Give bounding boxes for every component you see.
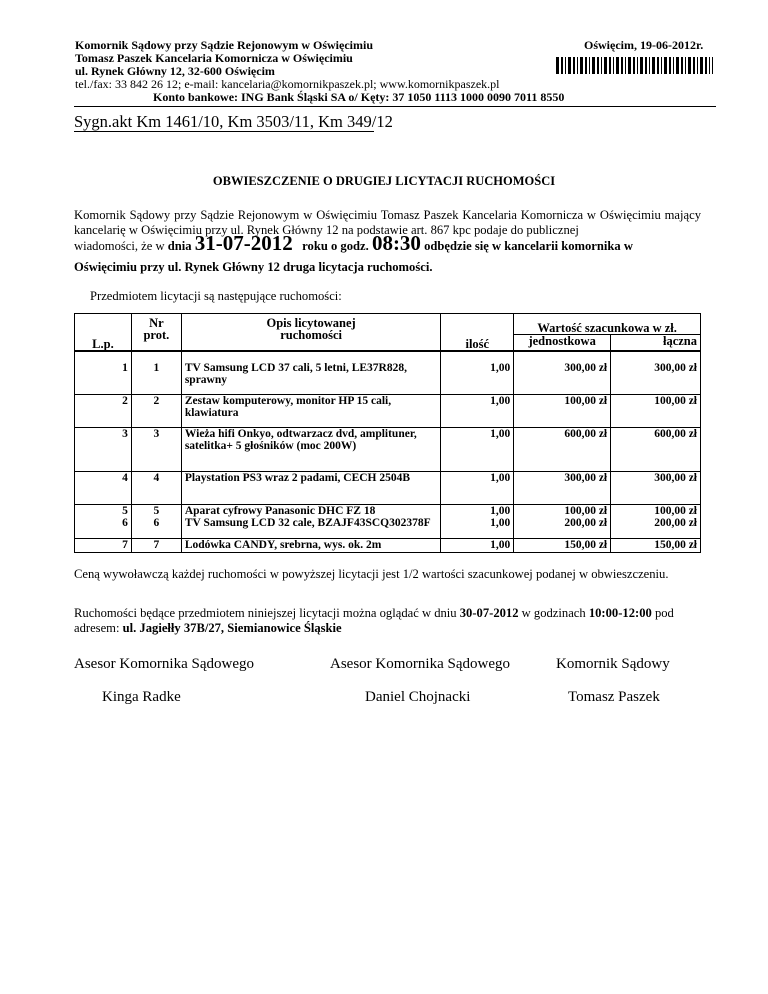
barcode-bar	[597, 57, 599, 74]
row-quantity	[441, 362, 514, 395]
case-reference: Sygn.akt Km 1461/10, Km 3503/11, Km 349/12	[74, 112, 393, 131]
header-ilosc: ilość	[441, 314, 514, 351]
row-description-line: Playstation PS3 wraz 2 padami, CECH 2504B	[184, 472, 411, 484]
table-row	[75, 472, 701, 505]
header-address-line: ul. Rynek Główny 12, 32-600 Oświęcim	[75, 64, 275, 78]
barcode-bar	[697, 57, 698, 74]
row-total-value-line: 100,00 zł	[654, 395, 697, 407]
barcode-bar	[577, 57, 578, 74]
barcode-bar	[625, 57, 626, 74]
row-description-line: TV Samsung LCD 32 cale, BZAJF43SCQ302378F	[184, 517, 431, 529]
price-note: Ceną wywoławczą każdej ruchomości w powyższej licytacji jest 1/2 wartości szacunkowej podanej w obwieszczeniu.	[74, 567, 669, 581]
row-total-value	[611, 362, 701, 395]
viewing-hours: 10:00-12:00	[588, 606, 652, 620]
row-lp-line: 3	[122, 428, 128, 440]
row-quantity-line: 1,00	[490, 539, 511, 551]
row-unit-value-line: 600,00 zł	[564, 428, 608, 440]
row-lp-line: 2	[122, 395, 128, 407]
header-jednostkowa: jednostkowa	[514, 335, 611, 351]
viewing-mid: w godzinach	[521, 606, 586, 620]
viewing-line-2	[74, 621, 342, 636]
row-unit-value	[514, 472, 611, 505]
table-row	[75, 539, 701, 553]
intro-pre: wiadomości, że w	[74, 239, 165, 253]
viewing-date: 30-07-2012	[459, 606, 519, 620]
header-wartosc: Wartość szacunkowa w zł.	[514, 314, 701, 335]
subject-line: Przedmiotem licytacji są następujące ruchomości:	[90, 289, 342, 303]
place-date: Oświęcim, 19-06-2012r.	[584, 38, 704, 52]
signature-name-1: Kinga Radke	[102, 689, 181, 705]
row-lp	[75, 428, 132, 472]
barcode-bar	[712, 57, 713, 74]
row-quantity	[441, 505, 514, 539]
notice-title: OBWIESZCZENIE O DRUGIEJ LICYTACJI RUCHOMOŚCI	[212, 174, 556, 188]
table-row	[75, 395, 701, 428]
row-quantity	[441, 539, 514, 553]
header-nr-prot: Nr prot.	[131, 314, 181, 351]
barcode-bar	[561, 57, 563, 74]
row-nr	[131, 472, 181, 505]
barcode-bar	[693, 57, 695, 74]
barcode-bar	[580, 57, 583, 74]
row-nr-line: 5	[153, 505, 160, 517]
row-total-value-line: 150,00 zł	[654, 539, 697, 551]
header-opis: Opis licytowanej ruchomości	[181, 314, 441, 351]
row-quantity	[441, 472, 514, 505]
row-quantity-line: 1,00	[490, 517, 511, 529]
row-nr	[131, 395, 181, 428]
intro-dnia: dnia	[167, 239, 192, 253]
barcode-bar	[613, 57, 614, 74]
barcode-bar	[681, 57, 683, 74]
row-description	[181, 505, 441, 539]
table-row	[75, 362, 701, 395]
header-chancellery-line: Tomasz Paszek Kancelaria Komornicza w Oświęcimiu	[75, 51, 353, 65]
barcode-image	[556, 57, 713, 74]
viewing-line-1	[74, 606, 674, 621]
barcode-bar	[640, 57, 643, 74]
barcode-bar	[633, 57, 635, 74]
barcode-bar	[609, 57, 611, 74]
barcode-bar	[589, 57, 590, 74]
header-office-line: Komornik Sądowy przy Sądzie Rejonowym w Oświęcimiu	[75, 38, 373, 52]
row-quantity	[441, 395, 514, 428]
barcode-bar	[664, 57, 667, 74]
row-unit-value-line: 200,00 zł	[564, 517, 608, 529]
items-table	[74, 313, 701, 553]
barcode-bar	[592, 57, 595, 74]
barcode-bar	[621, 57, 623, 74]
barcode-bar	[604, 57, 607, 74]
row-lp	[75, 539, 132, 553]
table-row	[75, 428, 701, 472]
row-nr	[131, 539, 181, 553]
intro-roku: roku o godz.	[302, 239, 369, 253]
row-nr	[131, 505, 181, 539]
barcode-bar	[685, 57, 686, 74]
row-quantity-line: 1,00	[490, 361, 511, 374]
signature-role-3: Komornik Sądowy	[556, 656, 670, 672]
row-total-value	[611, 539, 701, 553]
signature-role-1: Asesor Komornika Sądowego	[74, 656, 254, 672]
row-description	[181, 362, 441, 395]
barcode-bar	[657, 57, 659, 74]
row-lp-line: 6	[122, 517, 128, 529]
row-nr-line: 4	[153, 472, 160, 484]
barcode-bar	[556, 57, 559, 74]
row-lp-line: 4	[122, 472, 128, 484]
row-nr-line: 6	[153, 517, 160, 529]
row-lp	[75, 395, 132, 428]
row-unit-value	[514, 505, 611, 539]
row-total-value	[611, 428, 701, 472]
row-lp-line: 5	[122, 505, 128, 517]
row-unit-value	[514, 539, 611, 553]
intro-post: odbędzie się w kancelarii komornika w	[424, 239, 633, 253]
barcode-bar	[705, 57, 707, 74]
barcode-bar	[673, 57, 674, 74]
barcode-bar	[649, 57, 650, 74]
header-lp: L.p.	[75, 314, 132, 351]
row-description	[181, 539, 441, 553]
row-lp	[75, 472, 132, 505]
case-reference-underline	[74, 131, 374, 132]
row-lp-line: 7	[122, 539, 128, 551]
viewing-pre: Ruchomości będące przedmiotem niniejszej licytacji można oglądać w dniu	[74, 606, 457, 620]
barcode-bar	[652, 57, 655, 74]
row-description	[181, 395, 441, 428]
header-laczna: łączna	[611, 335, 701, 351]
barcode-bar	[616, 57, 619, 74]
barcode-bar	[637, 57, 638, 74]
row-description-line: Aparat cyfrowy Panasonic DHC FZ 18	[184, 505, 376, 517]
barcode-bar	[601, 57, 602, 74]
row-unit-value-line: 300,00 zł	[564, 361, 608, 374]
row-nr	[131, 362, 181, 395]
barcode-bar	[645, 57, 647, 74]
viewing-post: pod	[654, 606, 674, 620]
row-quantity-line: 1,00	[490, 472, 511, 484]
table-spacer	[75, 351, 701, 362]
row-description-line: Lodówka CANDY, srebrna, wys. ok. 2m	[184, 539, 382, 551]
row-unit-value	[514, 362, 611, 395]
table-row	[75, 505, 701, 539]
barcode-bar	[676, 57, 679, 74]
row-nr-line: 1	[153, 361, 160, 374]
intro-date-line	[74, 231, 701, 255]
row-total-value-line: 300,00 zł	[654, 361, 697, 374]
barcode-bar	[565, 57, 566, 74]
barcode-bar	[585, 57, 587, 74]
viewing-address-label: adresem:	[74, 621, 120, 635]
row-unit-value-line: 100,00 zł	[564, 395, 608, 407]
row-total-value	[611, 395, 701, 428]
row-description-line: TV Samsung LCD 37 cali, 5 letni, LE37R828, sprawny	[184, 361, 407, 386]
auction-time: 08:30	[371, 231, 421, 255]
header-bank-line: Konto bankowe: ING Bank Śląski SA o/ Kęty: 37 1050 1113 1000 0090 7011 8550	[153, 90, 565, 104]
header-contact-line: tel./fax: 33 842 26 12; e-mail: kancelaria@komornikpaszek.pl; www.komornikpaszek.pl	[75, 77, 500, 91]
header-divider	[74, 106, 716, 107]
row-quantity-line: 1,00	[490, 428, 511, 440]
barcode-bar	[661, 57, 662, 74]
row-unit-value-line: 150,00 zł	[564, 539, 608, 551]
barcode-bar	[573, 57, 575, 74]
row-quantity	[441, 428, 514, 472]
barcode-bar	[628, 57, 631, 74]
row-lp	[75, 362, 132, 395]
intro-text: Komornik Sądowy przy Sądzie Rejonowym w Oświęcimiu Tomasz Paszek Kancelaria Komornicza w Oświęcimiu mający kancelarię w Oświęcimiu przy ul. Rynek Główny 12 na podstawie art. 867 kpc podaje do publicznej	[74, 208, 701, 237]
row-description	[181, 428, 441, 472]
barcode-bar	[700, 57, 703, 74]
row-description-line: Zestaw komputerowy, monitor HP 15 cali, klawiatura	[184, 395, 392, 419]
signature-role-2: Asesor Komornika Sądowego	[330, 656, 510, 672]
barcode-bar	[709, 57, 710, 74]
auction-date: 31-07-2012	[194, 231, 293, 255]
row-total-value	[611, 472, 701, 505]
row-unit-value	[514, 428, 611, 472]
barcode-bar	[669, 57, 671, 74]
row-nr	[131, 428, 181, 472]
intro-location: Oświęcimiu przy ul. Rynek Główny 12 druga licytacja ruchomości.	[74, 260, 433, 274]
row-quantity-line: 1,00	[490, 505, 511, 517]
row-total-value-line: 200,00 zł	[654, 517, 697, 529]
row-total-value-line: 600,00 zł	[654, 428, 697, 440]
row-total-value	[611, 505, 701, 539]
viewing-address: ul. Jagiełły 37B/27, Siemianowice Śląskie	[122, 621, 342, 635]
signature-name-2: Daniel Chojnacki	[365, 689, 471, 705]
row-lp-line: 1	[122, 361, 128, 374]
barcode-bar	[568, 57, 571, 74]
row-description-line: Wieża hifi Onkyo, odtwarzacz dvd, amplituner, satelitka+ 5 głośników (moc 200W)	[184, 428, 417, 452]
row-unit-value	[514, 395, 611, 428]
row-nr-line: 7	[153, 539, 160, 551]
row-description	[181, 472, 441, 505]
row-nr-line: 2	[153, 395, 160, 407]
row-unit-value-line: 100,00 zł	[564, 505, 608, 517]
row-nr-line: 3	[153, 428, 160, 440]
row-total-value-line: 300,00 zł	[654, 472, 697, 484]
row-quantity-line: 1,00	[490, 395, 511, 407]
row-total-value-line: 100,00 zł	[654, 505, 697, 517]
row-unit-value-line: 300,00 zł	[564, 472, 608, 484]
row-lp	[75, 505, 132, 539]
signature-name-3: Tomasz Paszek	[568, 689, 660, 705]
barcode-bar	[688, 57, 691, 74]
